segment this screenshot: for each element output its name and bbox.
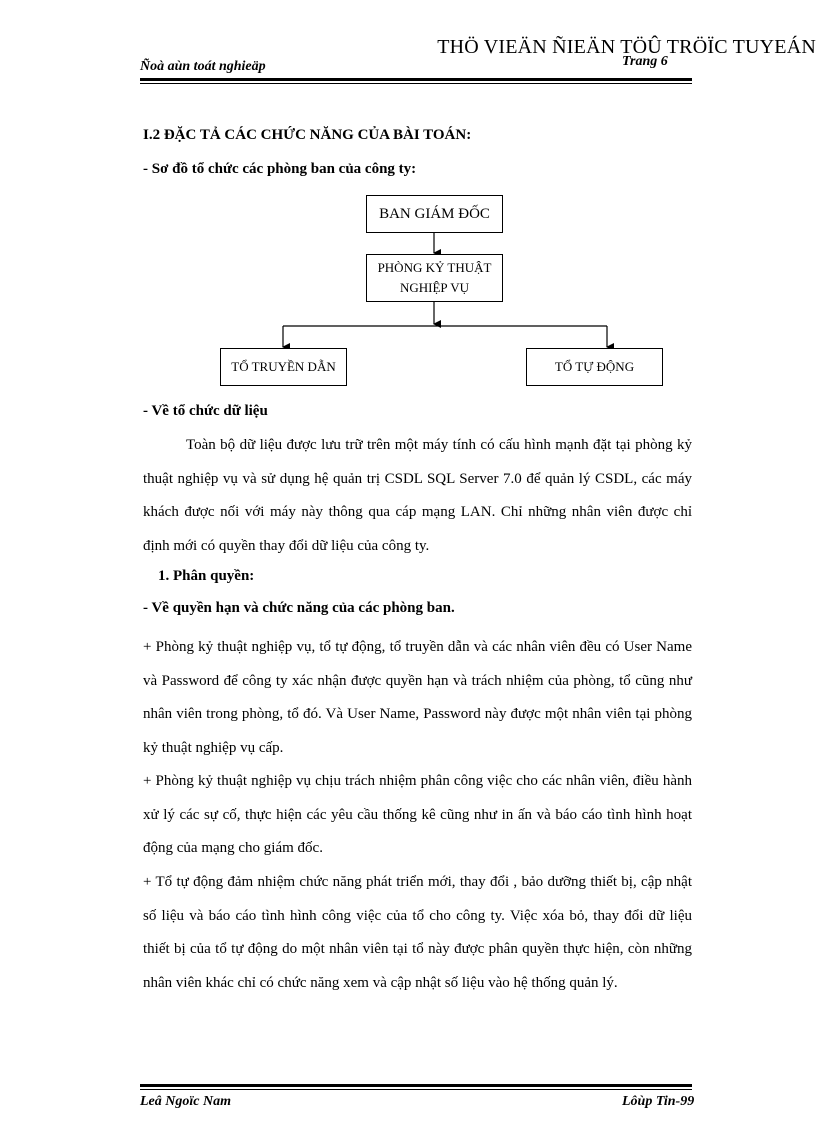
data-org-heading: - Về tổ chức dữ liệu — [143, 403, 268, 419]
footer-class: Lôùp Tin-99 — [622, 1094, 695, 1109]
org-box-board-label: BAN GIÁM ĐỐC — [379, 205, 490, 222]
org-box-automation-label: TỔ TỰ ĐỘNG — [554, 359, 635, 374]
footer-author: Leâ Ngoïc Nam — [140, 1094, 231, 1109]
footer-rule-thick — [140, 1084, 692, 1087]
permissions-paragraph-3: + Tổ tự động đảm nhiệm chức năng phát triển mới, thay đổi , bảo dưỡng thiết bị, cập nhật số liệu và báo cáo tình hình công việc của tổ cho công ty. Việc xóa bỏ, thay đổi dữ liệu thiết bị của tổ tự động do một nhân viên tại tổ này được phân quyền thực hiện, còn những nhân viên khác chỉ có chức năng xem và cập nhật số liệu vào hệ thống quản lý. — [143, 874, 692, 991]
org-box-technical-line1: PHÒNG KỶ THUẬT — [377, 260, 492, 275]
permissions-sub-heading: - Về quyền hạn và chức năng của các phòng ban. — [143, 600, 455, 616]
section-heading: I.2 ĐẶC TẢ CÁC CHỨC NĂNG CỦA BÀI TOÁN: — [143, 127, 472, 143]
header-page-number: Trang 6 — [622, 54, 668, 69]
org-box-technical-dept — [366, 254, 503, 302]
org-box-automation-team — [526, 348, 663, 386]
permissions-paragraph-2: + Phòng kỷ thuật nghiệp vụ chịu trách nhiệm phân công việc cho các nhân viên, điều hành xử lý các sự cố, thực hiện các yêu cầu thống kê cũng như in ấn và báo cáo tình hình hoạt động của mạng cho giám đốc. — [143, 773, 692, 856]
org-box-board-of-directors — [366, 195, 503, 233]
org-box-transmission-label: TỔ TRUYỀN DẪN — [231, 359, 336, 374]
permissions-heading: 1. Phân quyền: — [158, 568, 255, 584]
data-org-paragraph: Toàn bộ dữ liệu được lưu trữ trên một máy tính có cấu hình mạnh đặt tại phòng kỷ thuật nghiệp vụ và sử dụng hệ quản trị CSDL SQL Server 7.0 để quản lý CSDL, các máy khách được nối với máy này thông qua cáp mạng LAN. Chỉ những nhân viên được chỉ định mới có quyền thay đổi dữ liệu của công ty. — [143, 437, 692, 554]
header-document-label: Ñoà aùn toát nghieäp — [140, 59, 266, 74]
org-box-transmission-team — [220, 348, 347, 386]
footer-rule-thin — [140, 1089, 692, 1090]
permissions-paragraph-1: + Phòng kỷ thuật nghiệp vụ, tổ tự động, tổ truyền dẫn và các nhân viên đều có User Name và Password để công ty xác nhận được quyền hạn và trách nhiệm của phòng, tổ cũng như nhân viên trong phòng, tổ đó. Và User Name, Password này được một nhân viên tại phòng kỷ thuật nghiệp vụ cấp. — [143, 639, 692, 756]
header-title: THÖ VIEÄN ÑIEÄN TÖÛ TRÖÏC TUYEÁN — [437, 36, 816, 58]
org-chart-heading: - Sơ đồ tổ chức các phòng ban của công ty: — [143, 161, 417, 177]
org-box-technical-line2: NGHIỆP VỤ — [400, 280, 469, 295]
